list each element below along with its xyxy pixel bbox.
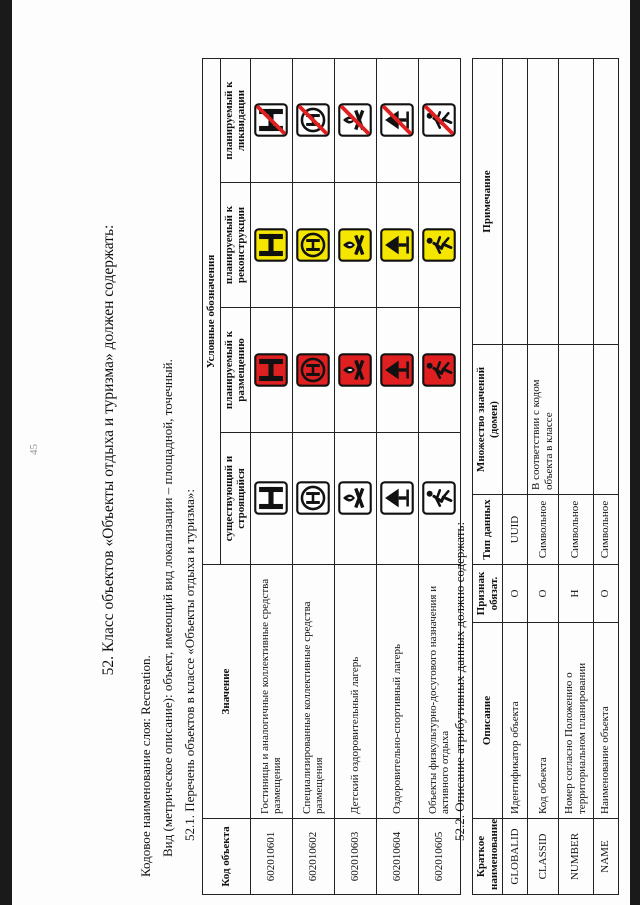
header-data-type: Тип данных bbox=[473, 495, 503, 565]
attr-note bbox=[593, 59, 618, 345]
attr-note bbox=[528, 59, 558, 345]
header-domain: Множество значений (домен) bbox=[473, 345, 503, 495]
object-value: Объекты физкультурно-досугового назначения и активного отдыха bbox=[418, 565, 460, 819]
header-placement: планируемый к размещению bbox=[220, 308, 250, 433]
attr-type: Символьное bbox=[558, 495, 593, 565]
symbol-reconstruction bbox=[418, 183, 460, 308]
table-row bbox=[593, 59, 618, 895]
object-code: 602010601 bbox=[250, 819, 292, 895]
object-code: 602010604 bbox=[376, 819, 418, 895]
attr-req: О bbox=[503, 565, 528, 623]
table-row bbox=[528, 59, 558, 895]
sports-camp-icon bbox=[380, 104, 414, 138]
sports-camp-icon bbox=[380, 228, 414, 262]
table-row bbox=[334, 59, 376, 895]
symbol-liquidation bbox=[376, 59, 418, 183]
section1-title: 52.1. Перечень объектов в классе «Объекты отдыха и туризма»: bbox=[182, 489, 197, 841]
attr-type: Символьное bbox=[593, 495, 618, 565]
symbol-existing bbox=[292, 433, 334, 565]
specialized-accommodation-icon bbox=[296, 353, 330, 387]
object-value: Гостиницы и аналогичные коллективные средства размещения bbox=[250, 565, 292, 819]
hotel-icon bbox=[254, 353, 288, 387]
rotated-content bbox=[20, 5, 620, 895]
object-value: Детский оздоровительный лагерь bbox=[334, 565, 376, 819]
active-recreation-icon bbox=[422, 228, 456, 262]
attr-domain bbox=[593, 345, 618, 495]
attr-short: NUMBER bbox=[558, 819, 593, 895]
symbol-reconstruction bbox=[334, 183, 376, 308]
hotel-icon bbox=[254, 104, 288, 138]
sports-camp-icon bbox=[380, 353, 414, 387]
hotel-icon bbox=[254, 228, 288, 262]
header-value: Значение bbox=[203, 565, 251, 819]
attr-note bbox=[503, 59, 528, 345]
section2-title: 52.2. Описание атрибутивных данных должно содержать: bbox=[452, 521, 467, 841]
active-recreation-icon bbox=[422, 104, 456, 138]
symbol-placement bbox=[292, 308, 334, 433]
header-liquidation: планируемый к ликвидации bbox=[220, 59, 250, 183]
object-code: 602010605 bbox=[418, 819, 460, 895]
header-reconstruction: планируемый к реконструкции bbox=[220, 183, 250, 308]
objects-table bbox=[202, 58, 461, 895]
header-symbols: Условные обозначения bbox=[203, 59, 221, 565]
attr-type: Символьное bbox=[528, 495, 558, 565]
children-camp-icon bbox=[338, 228, 372, 262]
specialized-accommodation-icon bbox=[296, 482, 330, 516]
scan-edge-left bbox=[0, 0, 12, 905]
layer-name-line: Кодовое наименование слоя: Recreation. bbox=[138, 655, 153, 877]
specialized-accommodation-icon bbox=[296, 104, 330, 138]
scan-edge-right bbox=[630, 0, 640, 905]
attr-short: GLOBALID bbox=[503, 819, 528, 895]
page-number: 45 bbox=[28, 444, 40, 455]
symbol-liquidation bbox=[418, 59, 460, 183]
header-code: Код объекта bbox=[203, 819, 251, 895]
symbol-placement bbox=[334, 308, 376, 433]
children-camp-icon bbox=[338, 353, 372, 387]
attr-domain bbox=[503, 345, 528, 495]
table-row bbox=[292, 59, 334, 895]
attr-desc: Номер согласно Положению о территориальном планировании bbox=[558, 623, 593, 819]
attr-desc: Наименование объекта bbox=[593, 623, 618, 819]
header-short-name: Краткое наименование bbox=[473, 819, 503, 895]
symbol-reconstruction bbox=[376, 183, 418, 308]
attr-domain bbox=[558, 345, 593, 495]
object-value: Оздоровительно-спортивный лагерь bbox=[376, 565, 418, 819]
object-code: 602010603 bbox=[334, 819, 376, 895]
table-row bbox=[250, 59, 292, 895]
page-heading: 52. Класс объектов «Объекты отдыха и туризма» должен содержать: bbox=[100, 224, 117, 676]
attr-desc: Идентификатор объекта bbox=[503, 623, 528, 819]
children-camp-icon bbox=[338, 104, 372, 138]
table-row bbox=[503, 59, 528, 895]
symbol-existing bbox=[250, 433, 292, 565]
attr-req: О bbox=[593, 565, 618, 623]
symbol-placement bbox=[250, 308, 292, 433]
attr-type: UUID bbox=[503, 495, 528, 565]
attr-domain: В соответствии с кодом объекта в классе bbox=[528, 345, 558, 495]
header-description: Описание bbox=[473, 623, 503, 819]
symbol-liquidation bbox=[292, 59, 334, 183]
symbol-reconstruction bbox=[292, 183, 334, 308]
symbol-liquidation bbox=[250, 59, 292, 183]
attr-short: CLASSID bbox=[528, 819, 558, 895]
active-recreation-icon bbox=[422, 482, 456, 516]
attr-req: О bbox=[528, 565, 558, 623]
table-row bbox=[558, 59, 593, 895]
symbol-placement bbox=[376, 308, 418, 433]
geometry-line: Вид (метрическое описание): объект, имеющий вид локализации – площадной, точечный. bbox=[160, 359, 175, 857]
specialized-accommodation-icon bbox=[296, 228, 330, 262]
object-code: 602010602 bbox=[292, 819, 334, 895]
symbol-liquidation bbox=[334, 59, 376, 183]
attr-desc: Код объекта bbox=[528, 623, 558, 819]
symbol-existing bbox=[334, 433, 376, 565]
attr-note bbox=[558, 59, 593, 345]
symbol-placement bbox=[418, 308, 460, 433]
header-existing: существующий и строящийся bbox=[220, 433, 250, 565]
symbol-existing bbox=[376, 433, 418, 565]
attributes-table bbox=[472, 58, 619, 895]
attr-req: Н bbox=[558, 565, 593, 623]
object-value: Специализированные коллективные средства размещения bbox=[292, 565, 334, 819]
sports-camp-icon bbox=[380, 482, 414, 516]
attr-short: NAME bbox=[593, 819, 618, 895]
header-required: Признак обязат. bbox=[473, 565, 503, 623]
header-note: Примечание bbox=[473, 59, 503, 345]
children-camp-icon bbox=[338, 482, 372, 516]
hotel-icon bbox=[254, 482, 288, 516]
table-row bbox=[376, 59, 418, 895]
active-recreation-icon bbox=[422, 353, 456, 387]
symbol-reconstruction bbox=[250, 183, 292, 308]
